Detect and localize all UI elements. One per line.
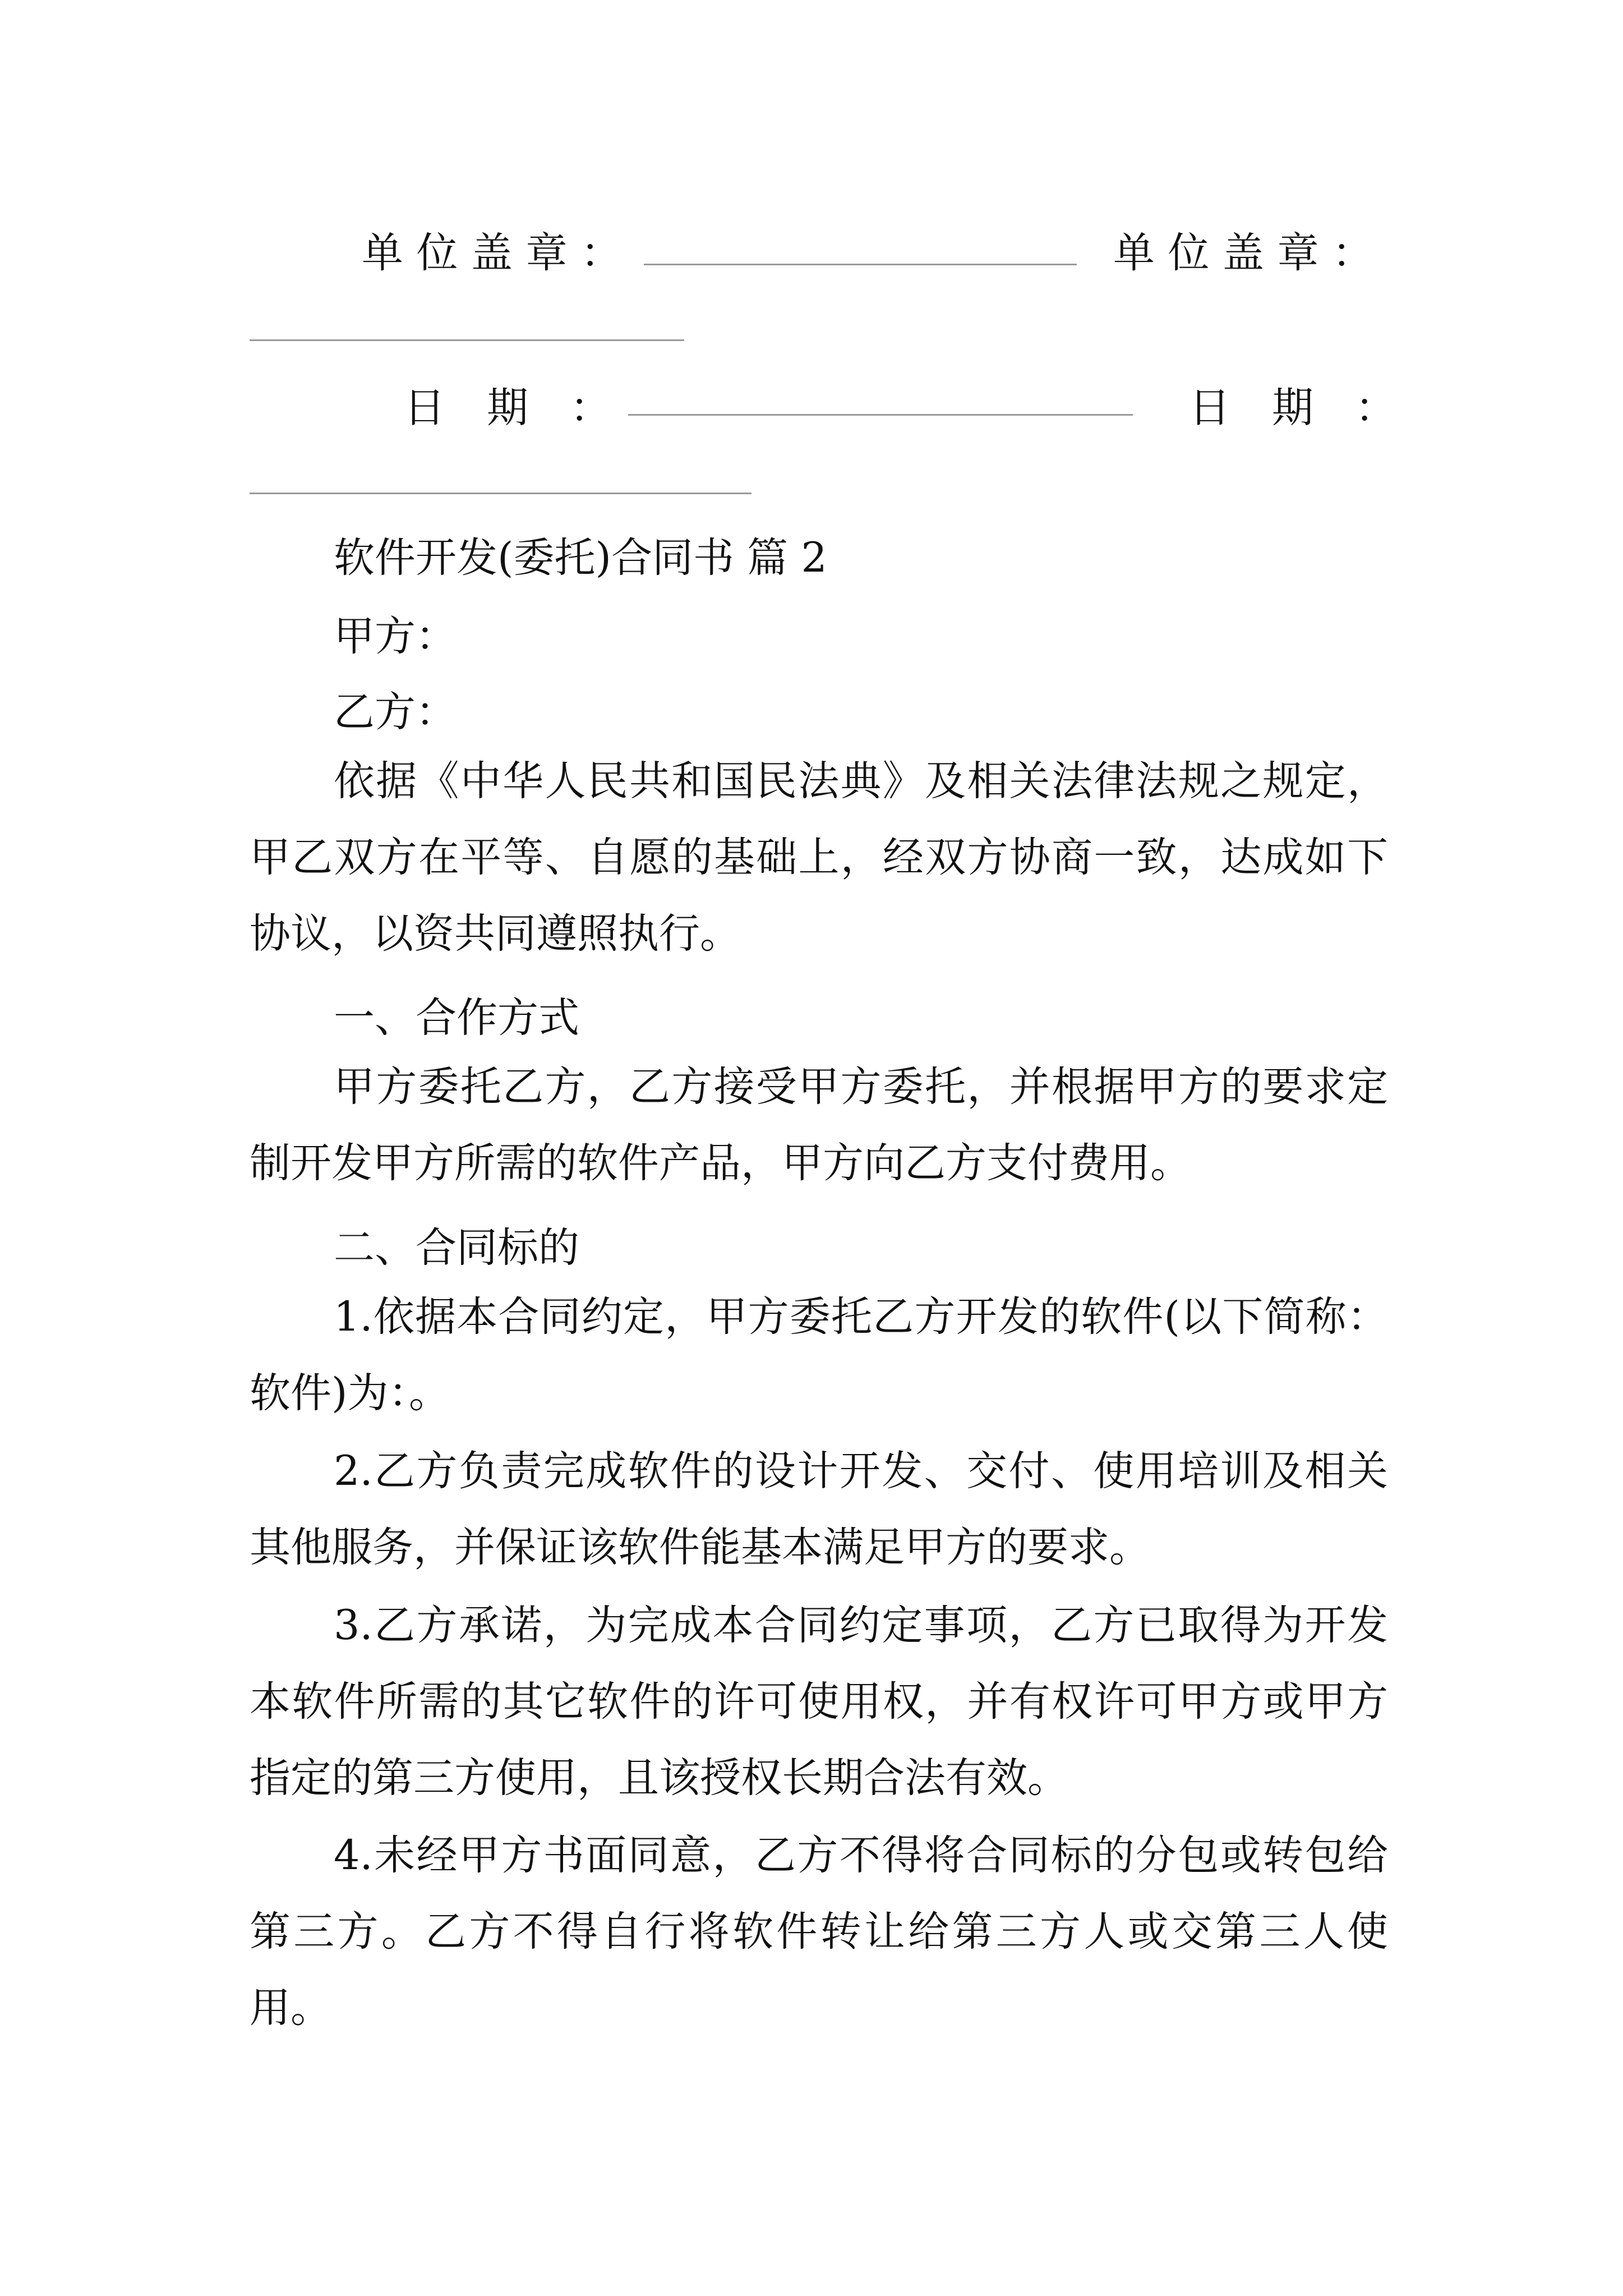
seal-blank-left bbox=[644, 264, 1077, 265]
section2-heading: 二、合同标的 bbox=[334, 1224, 579, 1272]
section1-paragraph: 甲方委托乙方，乙方接受甲方委托，并根据甲方的要求定制开发甲方所需的软件产品，甲方向乙方支付费用。 bbox=[250, 1063, 1388, 1187]
date-label-right: 日 期 ： bbox=[1189, 384, 1396, 432]
date-blank-left bbox=[628, 414, 1133, 416]
seal-label-left: 单 位 盖 章 ： bbox=[362, 229, 623, 277]
section1-heading: 一、合作方式 bbox=[334, 994, 579, 1042]
document-title: 软件开发(委托)合同书 篇 2 bbox=[334, 534, 827, 582]
party-a-label: 甲方： bbox=[334, 613, 457, 660]
seal-blank-right bbox=[250, 339, 684, 341]
date-label-left: 日 期 ： bbox=[404, 384, 611, 432]
date-blank-right bbox=[250, 493, 751, 494]
clause-3: 3.乙方承诺，为完成本合同约定事项，乙方已取得为开发本软件所需的其它软件的许可使用权，并有权许可甲方或甲方指定的第三方使用，且该授权长期合法有效。 bbox=[250, 1602, 1388, 1802]
party-b-label: 乙方： bbox=[334, 688, 457, 736]
clause-2: 2.乙方负责完成软件的设计开发、交付、使用培训及相关其他服务，并保证该软件能基本满足甲方的要求。 bbox=[250, 1447, 1388, 1571]
clause-4: 4.未经甲方书面同意，乙方不得将合同标的分包或转包给第三方。乙方不得自行将软件转让给第三方人或交第三人使用。 bbox=[250, 1832, 1388, 2032]
clause-1: 1.依据本合同约定，甲方委托乙方开发的软件(以下简称：软件)为：。 bbox=[250, 1293, 1388, 1417]
preamble-paragraph: 依据《中华人民共和国民法典》及相关法律法规之规定，甲乙双方在平等、自愿的基础上，经双方协商一致，达成如下协议，以资共同遵照执行。 bbox=[250, 757, 1388, 958]
seal-label-right: 单 位 盖 章 ： bbox=[1113, 229, 1374, 277]
